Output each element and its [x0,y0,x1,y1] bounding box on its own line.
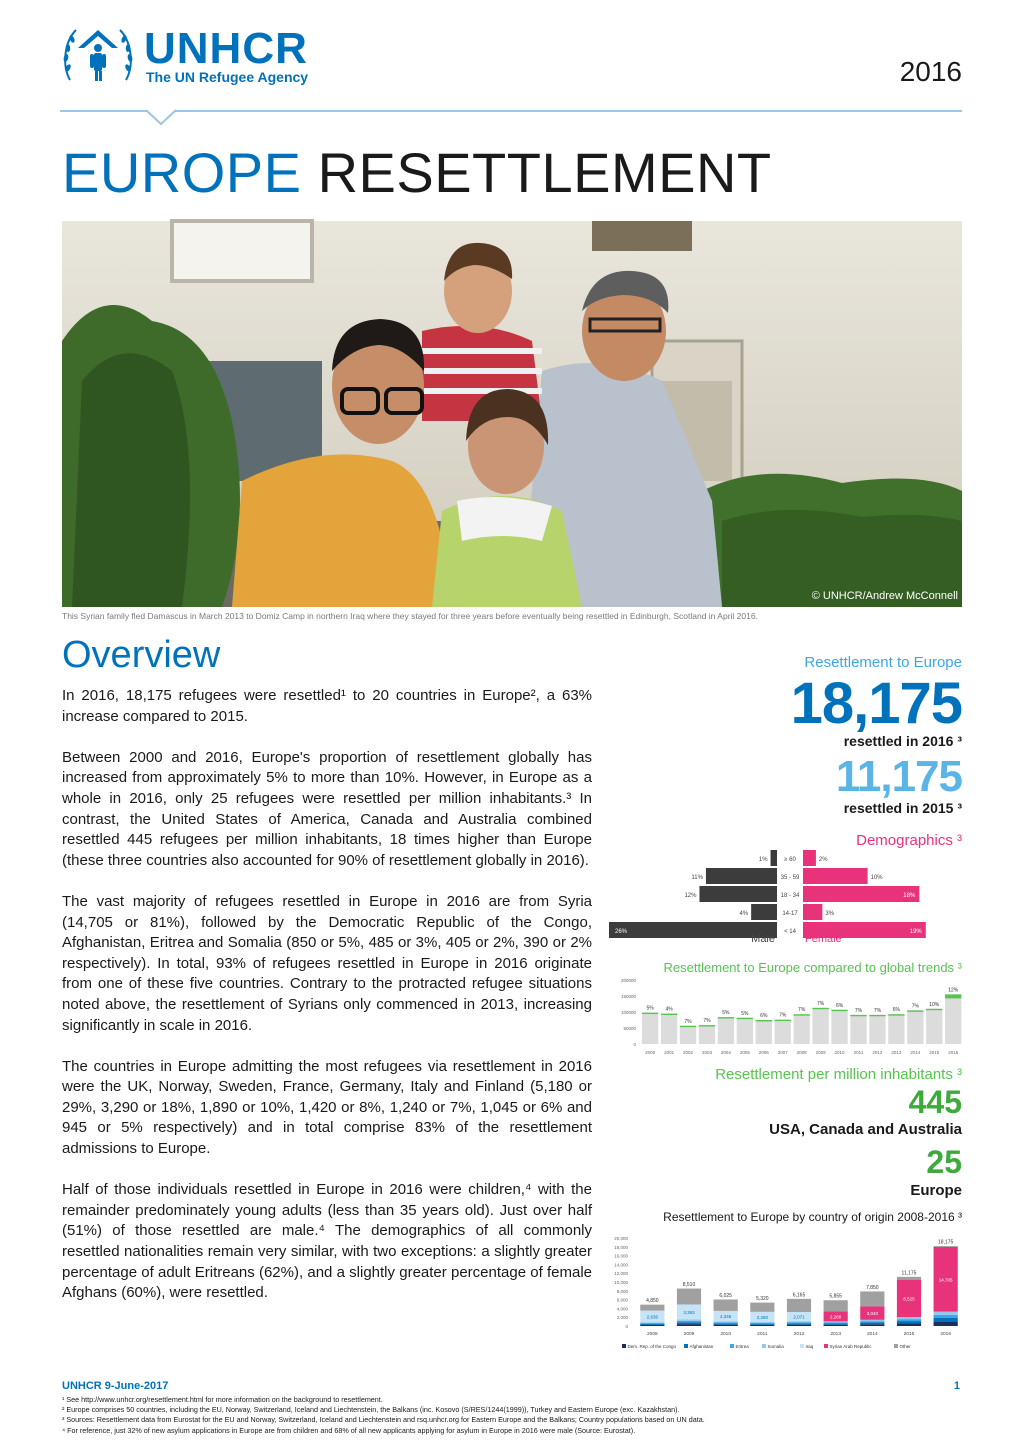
country-of-origin-chart [600,1226,966,1356]
demo-male-value: 11% [691,875,703,881]
title-part-resettlement: RESETTLEMENT [317,141,772,204]
per-million-europe-label: Europe [910,1182,962,1199]
demo-female-value: 18% [903,893,916,899]
footnote-1: ¹ See http://www.unhcr.org/resettlement.html for more information on the background to resettlement. [62,1395,383,1404]
trend-year-label: 2013 [891,1050,902,1055]
trend-europe-bar [699,1025,715,1026]
trend-europe-bar [661,1014,677,1015]
trend-global-bar [642,1013,658,1044]
origin-legend-label: Dem. Rep. of the Congo [627,1344,677,1349]
trend-global-bar [888,1014,904,1044]
overview-paragraph-3: The vast majority of refugees resettled in Europe in 2016 are from Syria (14,705 or 81%), followed by the Democratic Republic of the Congo, Afghanistan, Eritrea and Somalia (850 or 5%, 485 or 3%, 405 or 2%, 390 or 2% respectively). In total, 93% of refugees resettled in Europe in 2016 originate from one of these five countries. Contrary to the protracted refugee situations noted above, the resettlement of Syrians only commenced in 2013, increasing significantly in scale in 2016. [62,892,592,1034]
origin-y-tick: 16,000 [614,1253,628,1259]
trend-europe-bar [907,1010,923,1011]
origin-segment [640,1325,664,1326]
origin-segment [934,1315,958,1318]
origin-segment [824,1322,848,1323]
trend-global-bar [737,1018,753,1044]
trend-europe-bar [831,1010,847,1011]
origin-y-tick: 6,000 [616,1297,628,1303]
origin-segment [750,1325,774,1326]
trend-year-label: 2011 [853,1050,864,1055]
divider-notch-icon [146,109,176,127]
origin-other-segment [860,1291,884,1306]
origin-year-label: 2009 [683,1332,695,1337]
demo-male-bar [771,850,777,866]
origin-main-label: 2,071 [793,1314,805,1320]
origin-total-label: 7,850 [866,1284,879,1291]
trend-global-bar [812,1008,828,1044]
origin-year-label: 2011 [757,1332,768,1337]
trend-year-label: 2004 [720,1050,731,1055]
footnote-4: ⁴ For reference, just 32% of new asylum applications in Europe are from children and 68% of all new applicants applying for asylum in Europe in 2016 were male (Source: Eurostat). [62,1425,636,1435]
trend-share-label: 5% [722,1010,730,1017]
origin-segment [714,1325,738,1326]
origin-legend-label: Other [899,1344,911,1349]
per-million-europe-value: 25 [926,1144,962,1180]
page-title [62,140,772,205]
total-2016-label: resettled in 2016 ³ [843,733,962,749]
demo-age-label: 14-17 [782,911,798,917]
demo-female-bar [803,904,822,920]
origin-segment [677,1322,701,1324]
family-photo-illustration [62,221,962,607]
demo-female-bar [803,868,868,884]
per-million-label: Resettlement per million inhabitants ³ [715,1066,962,1083]
origin-year-label: 2010 [720,1332,732,1337]
origin-segment [860,1320,884,1321]
trend-year-label: 2008 [796,1050,807,1055]
trend-global-bar [945,994,961,1044]
trend-global-bar [718,1017,734,1044]
trend-europe-bar [756,1020,772,1021]
overview-paragraph-5: Half of those individuals resettled in Europe in 2016 were children,⁴ with the remainder predominately young adults (less than 35 years old). Just over half (51%) of those resettled are male.⁴ The demographics of all commonly resettled nationalities remain very similar, with two exceptions: a slightly greater percentage of adult Eritreans (62%), and a slightly greater percentage of female Afghans (60%), were resettled. [62,1181,592,1302]
origin-main-label: 14,705 [938,1277,953,1283]
trend-global-bar [661,1014,677,1044]
trend-global-bar [907,1010,923,1044]
unhcr-logo [60,22,340,88]
origin-legend-swatch [894,1344,898,1348]
org-name: UNHCR [144,24,308,73]
origin-other-segment [787,1299,811,1312]
trend-year-label: 2009 [815,1050,826,1055]
trend-europe-bar [794,1014,810,1015]
title-part-europe: EUROPE [62,141,302,204]
demo-male-bar [751,904,777,920]
trend-global-bar [831,1010,847,1044]
global-trend-chart [610,974,966,1058]
page-number: 1 [953,1380,960,1392]
report-year: 2016 [899,56,962,87]
origin-legend-swatch [800,1344,804,1348]
trend-y-tick: 100000 [620,1010,636,1015]
origin-legend-label: Eritrea [735,1344,749,1349]
trend-year-label: 2007 [777,1050,788,1055]
origin-main-label: 3,040 [866,1311,878,1317]
origin-segment [714,1321,738,1322]
trend-year-label: 2005 [739,1050,750,1055]
trend-year-label: 2012 [872,1050,883,1055]
overview-body [62,686,592,1324]
demo-female-value: 10% [870,875,883,881]
trend-share-label: 6% [835,1002,844,1009]
footnotes [62,1395,964,1436]
trend-y-tick: 150000 [620,994,636,999]
origin-y-tick: 0 [625,1324,628,1329]
origin-legend-label: Afghanistan [689,1344,714,1349]
origin-y-tick: 10,000 [614,1280,628,1285]
demo-male-value: 26% [615,929,628,935]
origin-other-segment [824,1300,848,1311]
trend-global-bar [699,1025,715,1044]
origin-y-tick: 18,000 [614,1244,628,1250]
origin-year-label: 2014 [866,1332,878,1337]
origin-segment [640,1322,664,1323]
origin-year-label: 2008 [646,1332,658,1337]
demo-male-value: 1% [758,857,768,863]
origin-other-segment [640,1305,664,1311]
trend-share-label: 7% [873,1007,882,1014]
per-million-usa-value: 445 [908,1084,962,1120]
origin-other-segment [750,1303,774,1312]
unhcr-emblem-icon [60,22,136,88]
demographics-label: Demographics ³ [856,832,962,849]
footnote-2: ² Europe comprises 50 countries, including the EU, Norway, Switzerland, Iceland and Liechtenstein, the Balkans (inc. Kosovo (S/RES/1244(1999)), Turkey and Eastern Europe (exc. Kazakhstan). [62,1405,680,1415]
origin-segment [897,1321,921,1323]
origin-segment [897,1319,921,1321]
origin-y-tick: 14,000 [614,1262,628,1268]
trend-share-label: 5% [741,1010,749,1017]
demo-female-bar [803,850,816,866]
trend-share-label: 7% [854,1007,863,1014]
trend-year-label: 2000 [645,1050,656,1055]
origin-y-tick: 12,000 [614,1271,628,1277]
origin-segment [750,1322,774,1323]
origin-total-label: 8,510 [682,1282,696,1289]
origin-other-segment [677,1289,701,1305]
origin-segment [714,1322,738,1323]
org-tagline: The UN Refugee Agency [146,69,309,85]
trend-europe-bar [775,1020,791,1021]
origin-total-label: 5,320 [756,1296,769,1303]
origin-other-segment [714,1299,738,1310]
trend-share-label: 4% [665,1006,673,1013]
origin-segment [934,1318,958,1322]
demo-age-label: ≥ 60 [784,857,796,863]
trend-year-label: 2006 [758,1050,769,1055]
trend-global-bar [869,1015,885,1044]
origin-main-label: 2,260 [756,1314,768,1320]
origin-segment [860,1324,884,1326]
origin-main-label: 8,525 [903,1296,915,1302]
demo-male-value: 4% [739,911,749,917]
demo-age-label: 18 - 34 [780,893,800,899]
origin-legend-label: Iraq [805,1344,814,1349]
origin-segment [640,1323,664,1324]
origin-year-label: 2013 [830,1332,842,1337]
trend-europe-bar [642,1013,658,1014]
trend-europe-bar [812,1008,828,1009]
demo-male-value: 12% [684,893,697,899]
origin-legend-swatch [622,1344,626,1348]
footer-date: UNHCR 9-June-2017 [62,1380,169,1392]
demo-female-value: 2% [818,857,828,863]
trend-share-label: 7% [703,1018,711,1025]
footnote-3: ³ Sources: Resettlement data from Eurostat for the EU and Norway, Switzerland, Iceland and Liechtenstein and rsq.unhcr.org for Eastern Europe and the Balkans; Country populations based on UN data. [62,1415,705,1425]
demo-male-bar [706,868,777,884]
photo-credit: © UNHCR/Andrew McConnell [811,590,958,602]
demographics-chart [615,848,964,945]
demo-age-label: 35 - 59 [780,875,800,881]
trend-share-label: 7% [684,1018,692,1025]
trend-europe-bar [680,1026,696,1027]
demo-male-axis-label: Male [751,933,775,945]
trend-y-tick: 200000 [620,978,636,983]
origin-segment [787,1321,811,1322]
trend-europe-bar [945,994,961,998]
trend-year-label: 2014 [910,1050,921,1055]
origin-year-label: 2016 [940,1332,952,1337]
trend-global-bar [794,1014,810,1044]
origin-segment [677,1321,701,1322]
trend-europe-bar [926,1009,942,1010]
origin-legend-swatch [762,1344,766,1348]
origin-segment [824,1325,848,1326]
resettlement-label: Resettlement to Europe [804,654,962,671]
trend-share-label: 7% [779,1012,787,1019]
origin-y-tick: 2,000 [616,1315,628,1321]
trend-year-label: 2001 [664,1050,675,1055]
trend-share-label: 6% [892,1007,900,1014]
origin-main-label: 2,346 [720,1314,732,1320]
origin-main-label: 2,260 [830,1314,842,1320]
origin-total-label: 5,855 [829,1293,842,1300]
per-million-usa-label: USA, Canada and Australia [769,1121,962,1138]
demo-male-bar [699,886,777,902]
demo-female-bar [803,886,919,902]
origin-segment [750,1324,774,1325]
origin-segment [897,1324,921,1326]
trend-share-label: 12% [948,987,959,994]
trend-y-tick: 0 [633,1042,636,1047]
origin-segment [860,1323,884,1325]
origin-segment [640,1324,664,1325]
demo-female-axis-label: Female [805,933,842,945]
trend-share-label: 10% [929,1001,940,1008]
trend-year-label: 2002 [683,1050,694,1055]
trend-year-label: 2010 [834,1050,845,1055]
origin-other-segment [897,1277,921,1280]
origin-segment [750,1323,774,1324]
origin-total-label: 11,175 [901,1270,917,1277]
origin-segment [934,1322,958,1326]
origin-legend-swatch [824,1344,828,1348]
origin-segment [824,1323,848,1324]
origin-total-label: 4,850 [646,1298,659,1305]
trend-global-bar [775,1020,791,1044]
overview-paragraph-4: The countries in Europe admitting the most refugees via resettlement in 2016 were the UK, Norway, Sweden, France, Germany, Italy and Finland (5,180 or 29%, 3,290 or 18%, 1,890 or 10%, 1,420 or 8%, 1,240 or 7%, 1,045 or 6% and 945 or 5% respectively) and in total comprise 83% of the resettlement admissions to Europe. [62,1057,592,1158]
origin-main-label: 2,636 [646,1314,658,1320]
total-2015-label: resettled in 2015 ³ [843,800,962,816]
overview-paragraph-1: In 2016, 18,175 refugees were resettled¹ to 20 countries in Europe², a 63% increase compared to 2015. [62,687,592,725]
origin-segment [934,1312,958,1315]
origin-legend-label: Somalia [767,1344,784,1349]
origin-main-label: 3,363 [683,1309,695,1315]
trend-global-bar [680,1026,696,1044]
demo-female-value: 19% [909,929,922,935]
origin-segment [787,1323,811,1324]
header-divider [60,110,962,112]
origin-other-segment [934,1246,958,1247]
trend-share-label: 7% [816,1000,825,1007]
trend-europe-bar [737,1018,753,1019]
origin-y-tick: 20,000 [614,1236,628,1241]
trend-year-label: 2003 [701,1050,712,1055]
origin-segment [677,1324,701,1326]
origin-year-label: 2012 [793,1332,805,1337]
trend-europe-bar [850,1015,866,1016]
family-photo [62,221,962,607]
trend-europe-bar [718,1017,734,1018]
origin-segment [897,1317,921,1319]
trend-global-bar [756,1020,772,1044]
trend-europe-bar [888,1014,904,1015]
trend-share-label: 7% [798,1007,806,1014]
trend-share-label: 6% [760,1013,768,1019]
trend-year-label: 2015 [929,1050,940,1055]
origin-segment [824,1321,848,1322]
origin-year-label: 2015 [903,1332,915,1337]
total-2016-value: 18,175 [790,671,962,736]
trend-y-tick: 50000 [623,1026,636,1031]
demo-age-label: < 14 [784,929,796,935]
trend-share-label: 7% [911,1003,919,1010]
origin-total-label: 6,025 [719,1292,732,1299]
trend-europe-bar [869,1015,885,1016]
origin-y-tick: 8,000 [616,1288,628,1294]
demo-female-value: 3% [825,911,835,917]
origin-segment [714,1323,738,1324]
origin-segment [787,1325,811,1326]
origin-legend-label: Syrian Arab Republic [829,1344,872,1349]
photo-caption: This Syrian family fled Damascus in March 2013 to Domiz Camp in northern Iraq where they stayed for three years before eventually being resettled in Edinburgh, Scotland in April 2016. [62,611,758,621]
origin-segment [860,1321,884,1322]
trend-label: Resettlement to Europe compared to global trends ³ [663,960,962,975]
total-2015-value: 11,175 [835,752,962,801]
origin-segment [677,1319,701,1320]
origin-segment [787,1322,811,1323]
origin-y-tick: 4,000 [616,1306,628,1312]
trend-share-label: 5% [646,1005,654,1012]
overview-paragraph-2: Between 2000 and 2016, Europe's proportion of resettlement globally has increased from approximately 5% to more than 10%. However, in Europe as a whole in 2016, only 25 refugees were resettled per million inhabitants.³ In contrast, the United States of America, Canada and Australia combined resettled 445 refugees per million inhabitants, 18 times higher than Europe (these three countries also accounted for 90% of resettlement globally in 2016). [62,748,592,869]
trend-year-label: 2016 [948,1050,959,1055]
origin-legend-swatch [684,1344,688,1348]
origin-total-label: 18,175 [938,1239,954,1246]
origin-chart-label: Resettlement to Europe by country of origin 2008-2016 ³ [663,1210,962,1224]
trend-global-bar [926,1009,942,1044]
origin-total-label: 6,165 [792,1292,806,1299]
overview-heading: Overview [62,634,221,676]
origin-legend-swatch [730,1344,734,1348]
trend-global-bar [850,1015,866,1044]
